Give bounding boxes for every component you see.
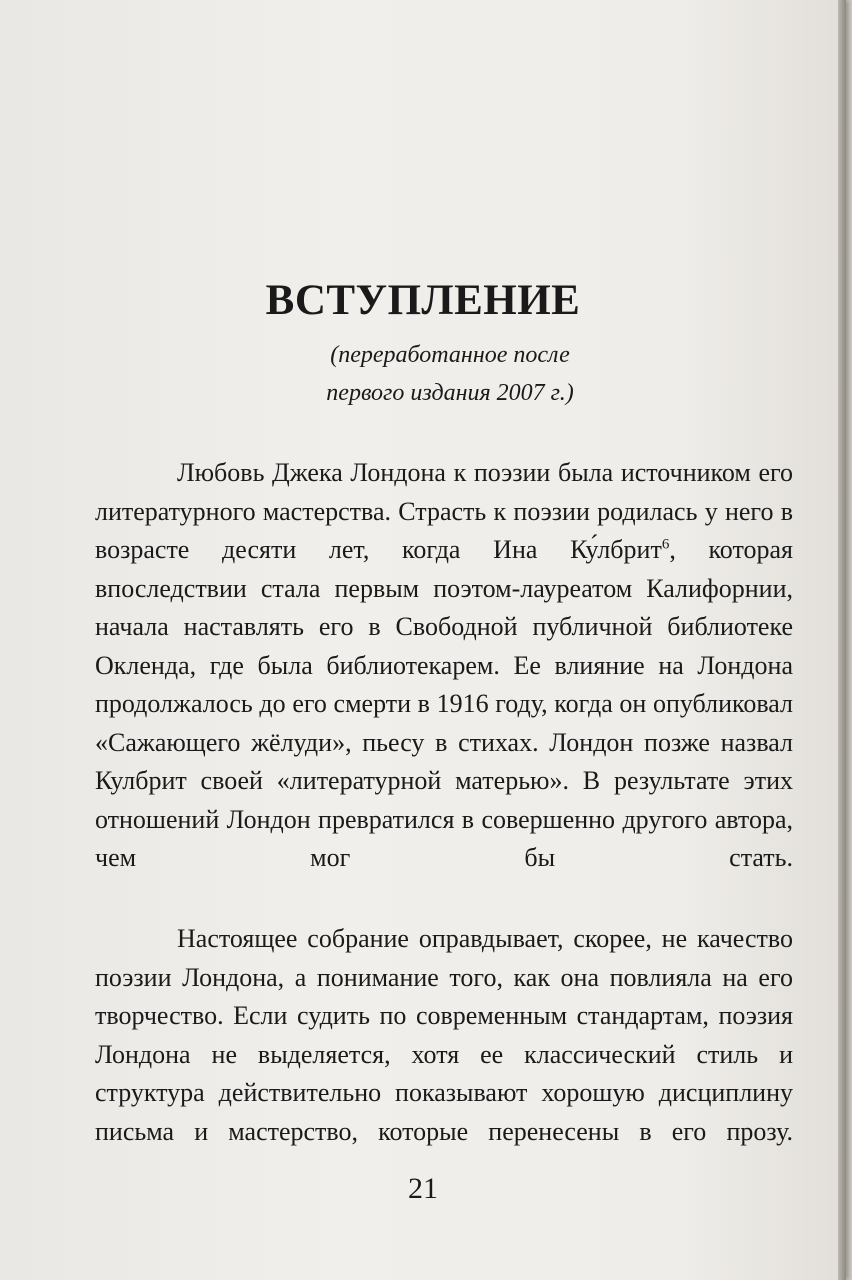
footnote-reference: 6	[661, 536, 670, 553]
chapter-subtitle	[250, 336, 650, 412]
subtitle-line-2: первого издания 2007 г.)	[326, 380, 574, 406]
chapter-heading: ВСТУПЛЕНИЕ	[265, 277, 581, 324]
page-edge	[838, 0, 846, 1280]
paragraph-1-part-2: , которая впоследствии стала первым поэтом-лауреатом Калифорнии, начала наставлять его в Свободной публичной библиотеке Окленда, где была библиотекарем. Ее влияние на Лондона продолжалось до его смерти в 1916 году, когда он опубликовал «Сажающего жёлуди», пьесу в стихах. Лондон позже назвал Кулбрит своей «литературной матерью». В результате этих отношений Лондон превратился в совершенно другого автора, чем мог бы стать.	[95, 535, 793, 872]
page-number: 21	[408, 1172, 438, 1205]
subtitle-line-1: (переработанное после	[330, 342, 570, 368]
body-text	[95, 454, 793, 1190]
paragraph-2: Настоящее собрание оправдывает, скорее, не качество поэзии Лондона, а понимание того, как она повлияла на его творчество. Если судить по современным стандартам, поэзия Лондона не выделяется, хотя ее классический стиль и структура действительно показывают хорошую дисциплину письма и мастерство, которые перенесены в его прозу.	[95, 924, 793, 1146]
paragraph-1	[95, 454, 793, 916]
paragraph-1-part-1: Любовь Джека Лондона к поэзии была источником его литературного мастерства. Страсть к поэзии родилась у него в возрасте десяти лет, когда Ина Ку́лбрит	[95, 458, 793, 564]
